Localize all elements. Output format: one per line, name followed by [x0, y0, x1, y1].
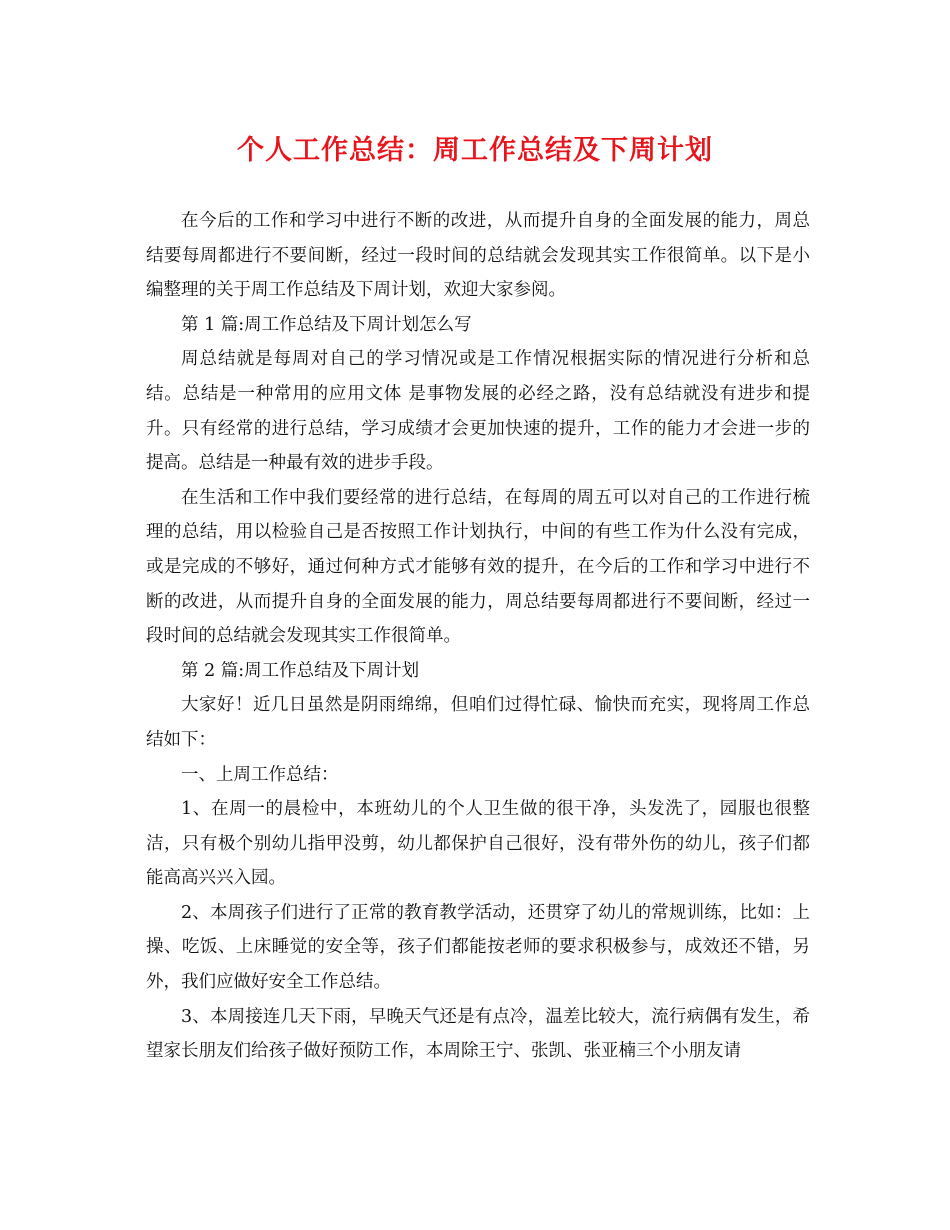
document-body — [146, 204, 810, 1069]
list-item: 3、本周接连几天下雨，早晚天气还是有点冷，温差比较大，流行病偶有发生，希望家长朋友们给孩子做好预防工作，本周除王宁、张凯、张亚楠三个小朋友请 — [146, 1006, 810, 1062]
body-paragraph: 大家好！近几日虽然是阴雨绵绵，但咱们过得忙碌、愉快而充实，现将周工作总结如下： — [146, 695, 810, 750]
body-paragraph: 在生活和工作中我们要经常的进行总结，在每周的周五可以对自己的工作进行梳理的总结，用以检验自己是否按照工作计划执行，中间的有些工作为什么没有完成，或是完成的不够好，通过何种方式才能够有效的提升，在今后的工作和学习中进行不断的改进，从而提升自身的全面发展的能力，周总结要每周都进行不要间断，经过一段时间的总结就会发现其实工作很简单。 — [146, 487, 810, 647]
list-item: 1、在周一的晨检中，本班幼儿的个人卫生做的很干净，头发洗了，园服也很整洁，只有极个别幼儿指甲没剪，幼儿都保护自己很好，没有带外伤的幼儿，孩子们都能高高兴兴入园。 — [146, 799, 810, 889]
subsection-heading: 一、上周工作总结： — [181, 764, 339, 785]
intro-paragraph: 在今后的工作和学习中进行不断的改进，从而提升自身的全面发展的能力，周总结要每周都进行不要间断，经过一段时间的总结就会发现其实工作很简单。以下是小编整理的关于周工作总结及下周计划，欢迎大家参阅。 — [146, 211, 810, 301]
section-heading-2: 第 2 篇:周工作总结及下周计划 — [181, 660, 420, 681]
body-paragraph: 周总结就是每周对自己的学习情况或是工作情况根据实际的情况进行分析和总结。总结是一种常用的应用文体 是事物发展的必经之路，没有总结就没有进步和提升。只有经常的进行总结，学习成绩才会更加快速的提升，工作的能力才会进一步的提高。总结是一种最有效的进步手段。 — [146, 349, 810, 474]
list-item: 2、本周孩子们进行了正常的教育教学活动，还贯穿了幼儿的常规训练，比如：上操、吃饭、上床睡觉的安全等，孩子们都能按老师的要求积极参与，成效还不错，另外，我们应做好安全工作总结。 — [146, 902, 810, 993]
document-title: 个人工作总结：周工作总结及下周计划 — [237, 135, 713, 166]
section-heading-1: 第 1 篇:周工作总结及下周计划怎么写 — [181, 314, 472, 335]
